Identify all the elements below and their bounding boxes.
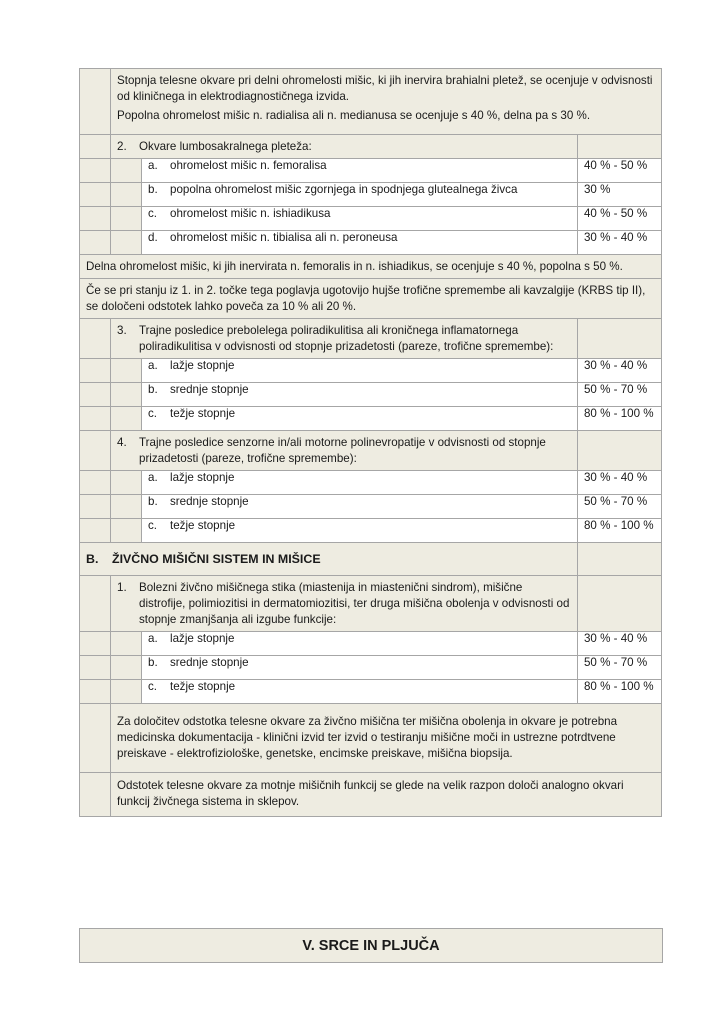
percentage-value: 30 % [583, 183, 611, 196]
table-row [80, 407, 662, 431]
intro-paragraph: Stopnja telesne okvare pri delni ohromelosti mišic, ki jih inervira brahialni pletež, se ocenjuje v odvisnosti od kliničnega in elektrodiagnostičnega izvida. [117, 74, 653, 103]
section-heading-row [80, 543, 662, 576]
item-text: ohromelost mišic n. femoralisa [170, 159, 327, 172]
note-paragraph: Za določitev odstotka telesne okvare za živčno mišična ter mišična obolenja in okvare je potrebna medicinska dokumentacija - klinični izvid ter izvid o testiranju mišične moči in ustrezne potrdtvene preiskave - elektrofiziološke, genetske, encimske preiskave, mišična biopsija. [117, 715, 618, 760]
percentage-value: 30 % - 40 % [583, 231, 648, 244]
item-title: Bolezni živčno mišičnega stika (miastenija in miastenični sindrom), mišične distrofije, polimiozitisi in dermatomiozitisi, ter druga mišična obolenja v odvisnosti od stopnje zmanjšanja ali izgube funkcije: [139, 581, 570, 626]
note-paragraph: Odstotek telesne okvare za motnje mišičnih funkcij se glede na velik razpon določi analogno okvari funkcij živčnega sistema in sklepov. [117, 779, 624, 808]
note-row [80, 704, 662, 773]
section-title: ŽIVČNO MIŠIČNI SISTEM IN MIŠICE [112, 552, 321, 566]
item-text: lažje stopnje [170, 632, 235, 645]
percentage-value: 30 % - 40 % [583, 471, 648, 484]
item-letter: c. [148, 407, 158, 420]
item-letter: c. [148, 519, 158, 532]
item-header-row [80, 431, 662, 471]
document-page [79, 68, 662, 817]
note-row [80, 773, 662, 817]
item-text: težje stopnje [170, 680, 236, 693]
percentage-value: 40 % - 50 % [583, 207, 648, 220]
section-letter: B. [86, 552, 99, 566]
item-header-row [80, 135, 662, 159]
item-letter: b. [148, 183, 158, 196]
table-row [80, 183, 662, 207]
percentage-value: 80 % - 100 % [583, 680, 654, 693]
item-text: ohromelost mišic n. tibialisa ali n. peroneusa [170, 231, 398, 244]
item-text: težje stopnje [170, 519, 236, 532]
item-number: 1. [117, 581, 127, 594]
item-number: 2. [117, 140, 127, 153]
item-letter: c. [148, 680, 158, 693]
percentage-value: 50 % - 70 % [583, 495, 648, 508]
disability-table [79, 68, 662, 817]
item-letter: a. [148, 359, 158, 372]
table-row [80, 495, 662, 519]
intro-paragraph: Popolna ohromelost mišic n. radialisa ali n. medianusa se ocenjuje s 40 %, delna pa s 30 %. [117, 109, 591, 122]
table-row [80, 680, 662, 704]
table-row [80, 519, 662, 543]
percentage-value: 30 % - 40 % [583, 359, 648, 372]
table-row [80, 159, 662, 183]
item-letter: d. [148, 231, 158, 244]
item-letter: b. [148, 495, 158, 508]
table-row [80, 359, 662, 383]
table-row [80, 207, 662, 231]
percentage-value: 80 % - 100 % [583, 407, 654, 420]
note-paragraph: Če se pri stanju iz 1. in 2. točke tega poglavja ugotovijo hujše trofične spremembe ali kavzalgije (KRBS tip II), se določeni odstotek lahko poveča za 10 % ali 20 %. [86, 284, 646, 313]
table-row [80, 632, 662, 656]
intro-row [80, 69, 662, 135]
item-title: Okvare lumbosakralnega pleteža: [139, 140, 312, 153]
item-header-row [80, 319, 662, 359]
item-text: srednje stopnje [170, 383, 249, 396]
percentage-value: 50 % - 70 % [583, 656, 648, 669]
item-letter: a. [148, 632, 158, 645]
percentage-value: 40 % - 50 % [583, 159, 648, 172]
item-number: 3. [117, 324, 127, 337]
item-text: srednje stopnje [170, 656, 249, 669]
item-header-row [80, 576, 662, 632]
item-letter: c. [148, 207, 158, 220]
table-row [80, 471, 662, 495]
table-row [80, 231, 662, 255]
table-row [80, 656, 662, 680]
item-number: 4. [117, 436, 127, 449]
item-text: težje stopnje [170, 407, 236, 420]
table-row [80, 383, 662, 407]
note-row [80, 255, 662, 279]
item-letter: b. [148, 656, 158, 669]
note-paragraph: Delna ohromelost mišic, ki jih inervirata n. femoralis in n. ishiadikus, se ocenjuje s 40 %, popolna s 50 %. [86, 260, 623, 273]
percentage-value: 30 % - 40 % [583, 632, 648, 645]
item-text: popolna ohromelost mišic zgornjega in spodnjega glutealnega živca [170, 183, 518, 196]
percentage-value: 80 % - 100 % [583, 519, 654, 532]
percentage-value: 50 % - 70 % [583, 383, 648, 396]
item-letter: a. [148, 471, 158, 484]
chapter-heading: V. SRCE IN PLJUČA [79, 928, 663, 963]
item-letter: a. [148, 159, 158, 172]
item-text: lažje stopnje [170, 359, 235, 372]
item-text: lažje stopnje [170, 471, 235, 484]
item-text: srednje stopnje [170, 495, 249, 508]
item-title: Trajne posledice prebolelega poliradikulitisa ali kroničnega inflamatornega poliradikulitisa v odvisnosti od stopnje prizadetosti (pareze, trofične spremembe): [139, 324, 554, 353]
section-heading [80, 543, 577, 575]
item-text: ohromelost mišic n. ishiadikusa [170, 207, 331, 220]
item-title: Trajne posledice senzorne in/ali motorne polinevropatije v odvisnosti od stopnje prizadetosti (pareze, trofične spremembe): [139, 436, 546, 465]
item-letter: b. [148, 383, 158, 396]
note-row [80, 279, 662, 319]
